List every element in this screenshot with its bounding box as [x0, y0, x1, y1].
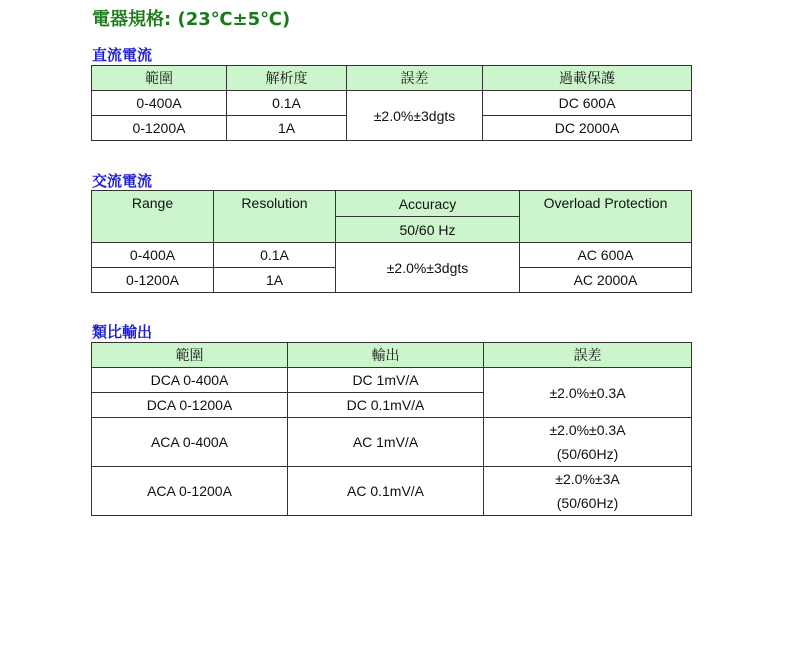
- accuracy-cell: ±2.0%±3dgts: [336, 243, 520, 293]
- header-resolution: Resolution: [214, 191, 336, 243]
- table-row: [92, 467, 692, 516]
- resolution-cell: 1A: [227, 116, 347, 141]
- error-cell: ±2.0%±0.3A: [484, 368, 692, 418]
- header-resolution: 解析度: [227, 66, 347, 91]
- header-error: 誤差: [484, 343, 692, 368]
- overload-cell: DC 2000A: [483, 116, 692, 141]
- analog-output-table: [91, 342, 692, 516]
- accuracy-cell: ±2.0%±3dgts: [347, 91, 483, 141]
- range-cell: DCA 0-400A: [92, 368, 288, 393]
- table-row: [92, 243, 692, 268]
- output-cell: DC 0.1mV/A: [288, 393, 484, 418]
- table-header-row: [92, 66, 692, 91]
- header-accuracy: 誤差: [347, 66, 483, 91]
- ac-current-heading: 交流電流: [92, 172, 153, 190]
- analog-output-heading: 類比輸出: [92, 323, 153, 341]
- error-cell: [484, 467, 692, 516]
- table-header-row: [92, 191, 692, 217]
- header-range: 範圍: [92, 66, 227, 91]
- resolution-cell: 0.1A: [214, 243, 336, 268]
- table-header-row: [92, 343, 692, 368]
- overload-cell: DC 600A: [483, 91, 692, 116]
- error-value: ±2.0%±3A: [555, 471, 620, 487]
- range-cell: ACA 0-400A: [92, 418, 288, 467]
- table-row: [92, 368, 692, 393]
- overload-cell: AC 2000A: [520, 268, 692, 293]
- output-cell: AC 1mV/A: [288, 418, 484, 467]
- header-output: 輸出: [288, 343, 484, 368]
- page-title: 電器規格: (23℃±5℃): [92, 9, 291, 30]
- output-cell: AC 0.1mV/A: [288, 467, 484, 516]
- dc-current-heading: 直流電流: [92, 46, 153, 64]
- table-row: [92, 91, 692, 116]
- dc-current-table: [91, 65, 692, 141]
- header-overload-protection: Overload Protection: [520, 191, 692, 243]
- header-overload: 過載保護: [483, 66, 692, 91]
- header-accuracy: Accuracy: [336, 191, 520, 217]
- range-cell: DCA 0-1200A: [92, 393, 288, 418]
- resolution-cell: 1A: [214, 268, 336, 293]
- ac-current-table: [91, 190, 692, 293]
- range-cell: 0-400A: [92, 91, 227, 116]
- error-frequency: (50/60Hz): [556, 446, 619, 462]
- header-range: 範圍: [92, 343, 288, 368]
- header-range: Range: [92, 191, 214, 243]
- header-accuracy-frequency: 50/60 Hz: [336, 217, 520, 243]
- output-cell: DC 1mV/A: [288, 368, 484, 393]
- error-cell: [484, 418, 692, 467]
- table-row: [92, 418, 692, 467]
- range-cell: 0-1200A: [92, 268, 214, 293]
- range-cell: 0-400A: [92, 243, 214, 268]
- error-frequency: (50/60Hz): [556, 495, 619, 511]
- range-cell: 0-1200A: [92, 116, 227, 141]
- resolution-cell: 0.1A: [227, 91, 347, 116]
- overload-cell: AC 600A: [520, 243, 692, 268]
- range-cell: ACA 0-1200A: [92, 467, 288, 516]
- error-value: ±2.0%±0.3A: [549, 422, 626, 438]
